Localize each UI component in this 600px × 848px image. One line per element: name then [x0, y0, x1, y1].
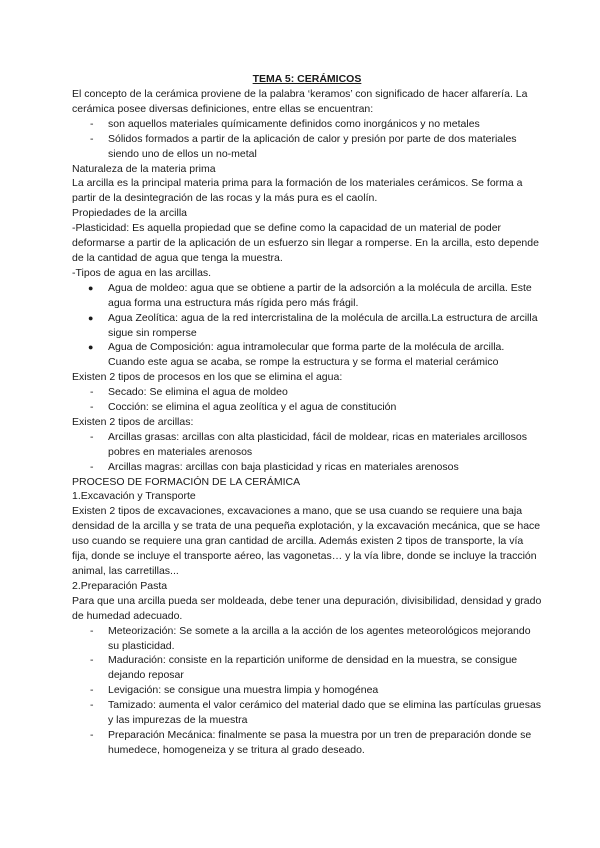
naturaleza-heading: Naturaleza de la materia prima — [72, 162, 216, 175]
document-body — [72, 72, 542, 758]
naturaleza-paragraph: La arcilla es la principal materia prima para la formación de los materiales cerámicos. Se forma a partir de la desintegración de las rocas y la más pura es el caolín. — [72, 177, 523, 205]
list-item: ● Agua Zeolítica: agua de la red intercristalina de la molécula de arcilla.La estructura de arcilla sigue sin romperse — [72, 311, 542, 341]
list-item: - Sólidos formados a partir de la aplicación de calor y presión por parte de dos materiales siendo uno de ellos un no-metal — [72, 132, 542, 162]
procesos-list — [72, 385, 542, 415]
list-item: - Arcillas magras: arcillas con baja plasticidad y ricas en materiales arenosos — [72, 460, 542, 475]
excavacion-paragraph: Existen 2 tipos de excavaciones, excavaciones a mano, que se usa cuando se requiere una baja densidad de la arcilla y se trata de una pequeña explotación, y la excavación mecánica, que se hace uso cuando se requiere una gran cantidad de arcilla. Además existen 2 tipos de transporte, la vía fija, donde se incluye el transporte aéreo, las vagonetas… y la vía libre, donde se incluye la tracción animal, las carretillas... — [72, 505, 541, 577]
preparacion-paragraph: Para que una arcilla pueda ser moldeada, debe tener una depuración, divisibilidad, densidad y grado de humedad adecuado. — [72, 594, 542, 622]
list-item: - Maduración: consiste en la repartición uniforme de densidad en la muestra, se consigue dejando reposar — [72, 653, 542, 683]
list-item: ● Agua de Composición: agua intramolecular que forma parte de la molécula de arcilla. Cuando este agua se acaba, se rompe la estructura y se forma el material cerámico — [72, 340, 542, 370]
page-title: TEMA 5: CERÁMICOS — [252, 73, 362, 85]
list-item: ● Agua de moldeo: agua que se obtiene a partir de la adsorción a la molécula de arcilla. Este agua forma una estructura más rígida pero más frágil. — [72, 281, 542, 311]
tipos-agua-list — [72, 281, 542, 370]
tipos-arcillas-heading: Existen 2 tipos de arcillas: — [72, 415, 194, 428]
list-item: - Cocción: se elimina el agua zeolítica y el agua de constitución — [72, 400, 542, 415]
intro-paragraph: El concepto de la cerámica proviene de la palabra ‘keramos’ con significado de hacer alfarería. La cerámica posee diversas definiciones, entre ellas se encuentran: — [72, 88, 528, 115]
list-item: - Meteorización: Se somete a la arcilla a la acción de los agentes meteorológicos mejorando su plasticidad. — [72, 624, 542, 654]
propiedades-heading: Propiedades de la arcilla — [72, 207, 187, 220]
list-item: - Secado: Se elimina el agua de moldeo — [72, 385, 542, 400]
list-item: - son aquellos materiales químicamente definidos como inorgánicos y no metales — [72, 117, 542, 132]
preparacion-heading: 2.Preparación Pasta — [72, 579, 168, 592]
excavacion-heading: 1.Excavación y Transporte — [72, 490, 196, 503]
list-item: - Arcillas grasas: arcillas con alta plasticidad, fácil de moldear, ricas en materiales arcillosos pobres en materiales arenosos — [72, 430, 542, 460]
list-item: - Levigación: se consigue una muestra limpia y homogénea — [72, 683, 542, 698]
proceso-formacion-heading: PROCESO DE FORMACIÓN DE LA CERÁMICA — [72, 475, 301, 488]
tipos-arcillas-list — [72, 430, 542, 475]
list-item: - Tamizado: aumenta el valor cerámico del material dado que se elimina las partículas gruesas y las impurezas de la muestra — [72, 698, 542, 728]
procesos-heading: Existen 2 tipos de procesos en los que se elimina el agua: — [72, 371, 343, 384]
preparacion-list — [72, 624, 542, 758]
tipos-agua-heading: -Tipos de agua en las arcillas. — [72, 266, 212, 279]
plasticidad-paragraph: -Plasticidad: Es aquella propiedad que se define como la capacidad de un material de poder deformarse a partir de la aplicación de un esfuerzo sin llegar a romperse. En la arcilla, esto depende de la cantidad de agua que tenga la muestra. — [72, 222, 539, 264]
list-item: - Preparación Mecánica: finalmente se pasa la muestra por un tren de preparación donde se humedece, homogeneiza y se tritura al grado deseado. — [72, 728, 542, 758]
definitions-list — [72, 117, 542, 162]
